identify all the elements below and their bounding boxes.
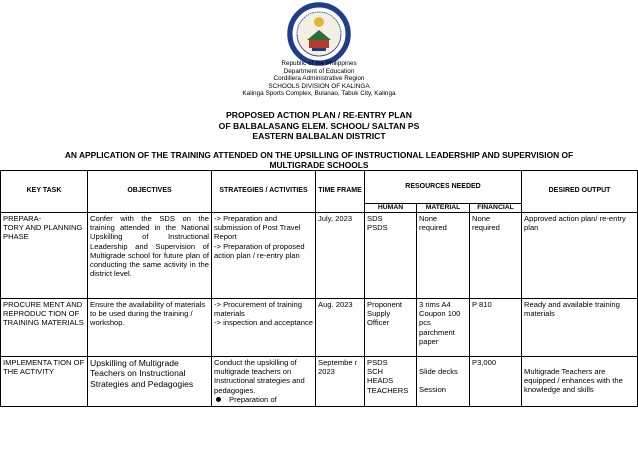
header-objectives: OBJECTIVES <box>88 171 212 213</box>
title-line: OF BALBALASANG ELEM. SCHOOL/ SALTAN PS <box>218 120 420 131</box>
header-strategies: STRATEGIES / ACTIVITIES <box>212 171 316 213</box>
cell-financial: None required <box>470 213 522 299</box>
cell-desired-output: Multigrade Teachers are equipped / enhances with the knowledge and skills <box>522 357 638 407</box>
strategies-text: Conduct the upskilling of multigrade teachers on Instructional strategies and pedagogies. <box>214 358 305 395</box>
header-line: Department of Education <box>283 67 355 75</box>
cell-material: None required <box>417 213 470 299</box>
cell-time-frame: July, 2023 <box>316 213 365 299</box>
table-row <box>1 213 638 299</box>
cell-human: SDS PSDS <box>365 213 417 299</box>
deped-seal-logo <box>287 2 351 66</box>
title-line: PROPOSED ACTION PLAN / RE-ENTRY PLAN <box>226 110 412 120</box>
bullet-icon <box>216 397 221 402</box>
cell-material: 3 rims A4 Coupon 100 pcs parchment paper <box>417 299 470 357</box>
header-material: MATERIAL <box>417 204 470 213</box>
cell-strategies <box>212 357 316 407</box>
cell-objectives: Confer with the SDS on the training attended in the National Upskilling of Instructional Leadership and Supervision of Multigrade school for future plan of conducting the same activity in the district level. <box>88 213 212 299</box>
document-titles <box>0 110 638 142</box>
cell-strategies: -> Preparation and submission of Post Travel Report -> Preparation of proposed action plan / re-entry plan <box>212 213 316 299</box>
cell-time-frame: Aug. 2023 <box>316 299 365 357</box>
table-row <box>1 357 638 407</box>
bullet-text: Preparation of <box>229 394 277 404</box>
strategies-bullet-item <box>214 395 313 404</box>
cell-desired-output: Approved action plan/ re-entry plan <box>522 213 638 299</box>
title-line: EASTERN BALBALAN DISTRICT <box>252 131 386 141</box>
table-row <box>1 299 638 357</box>
document-subtitle: AN APPLICATION OF THE TRAINING ATTENDED ON THE UPSILLING OF INSTRUCTIONAL LEADERSHIP AND SUPERVISION OF MULTIGRADE SCHOOLS <box>64 150 574 170</box>
cell-material: Slide decks Session <box>417 357 470 407</box>
table-header-row <box>1 171 638 204</box>
header-line: Republic of the Philippines <box>281 60 357 67</box>
cell-time-frame: Septembe r 2023 <box>316 357 365 407</box>
cell-key-task: PROCURE MENT AND REPRODUC TION OF TRAINING MATERIALS <box>1 299 88 357</box>
action-plan-table <box>0 170 638 407</box>
cell-human: Proponent Supply Officer <box>365 299 417 357</box>
header-financial: FINANCIAL <box>470 204 522 213</box>
header-line: Kalinga Sports Complex, Bulanao, Tabuk City, Kalinga <box>242 90 396 98</box>
cell-financial: P3,000 <box>470 357 522 407</box>
agency-header <box>0 60 638 98</box>
cell-objectives: Ensure the availability of materials to be used during the training / workshop. <box>88 299 212 357</box>
cell-financial: P 810 <box>470 299 522 357</box>
header-human: HUMAN <box>365 204 417 213</box>
header-desired-output: DESIRED OUTPUT <box>522 171 638 213</box>
cell-key-task: PREPARA- TORY AND PLANNING PHASE <box>1 213 88 299</box>
header-time-frame: TIME FRAME <box>316 171 365 213</box>
header-line: SCHOOLS DIVISION OF KALINGA <box>268 82 370 90</box>
cell-key-task: IMPLEMENTA TION OF THE ACTIVITY <box>1 357 88 407</box>
cell-strategies: -> Procurement of training materials -> inspection and acceptance <box>212 299 316 357</box>
header-resources-needed: RESOURCES NEEDED <box>365 171 522 204</box>
cell-human: PSDS SCH HEADS TEACHERS <box>365 357 417 407</box>
header-key-task: KEY TASK <box>1 171 88 213</box>
header-line: Cordillera Administrative Region <box>273 75 365 83</box>
cell-desired-output: Ready and available training materials <box>522 299 638 357</box>
cell-objectives: Upskilling of Multigrade Teachers on Instructional Strategies and Pedagogies <box>88 357 212 407</box>
